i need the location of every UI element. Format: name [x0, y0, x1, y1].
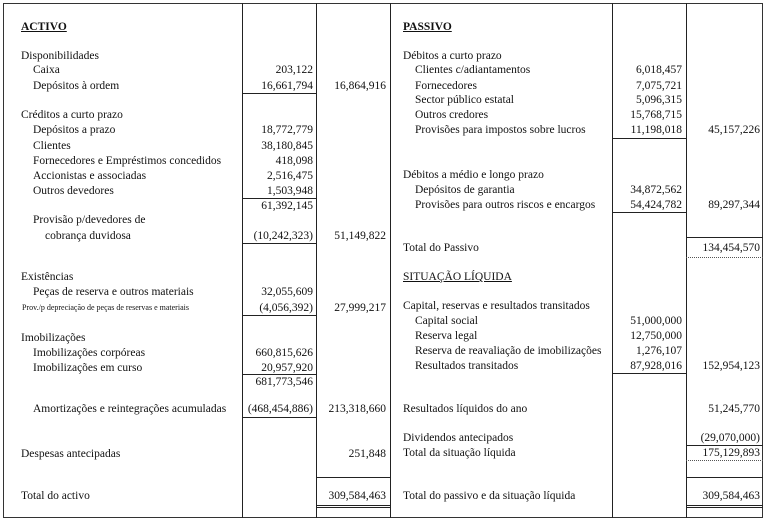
row-label: Provisões para impostos sobre lucros — [415, 124, 586, 136]
center-divider — [390, 3, 391, 518]
row-label: Prov./p depreciação de peças de reservas e materiais — [22, 303, 189, 312]
section-label: Débitos a médio e longo prazo — [403, 169, 544, 181]
row-label: Reserva legal — [415, 330, 478, 342]
section-label: Disponibilidades — [21, 50, 99, 62]
section-label: Despesas antecipadas — [21, 448, 121, 460]
row-total: 213,318,660 — [328, 403, 386, 415]
row-value: 54,424,782 — [630, 199, 682, 211]
row-value: 203,122 — [275, 64, 313, 76]
row-label: Amortizações e reintegrações acumuladas — [33, 403, 227, 415]
total-label: Total do activo — [21, 490, 90, 502]
row-value: 1,503,948 — [267, 185, 313, 197]
section-label: Créditos a curto prazo — [21, 109, 123, 121]
rule — [242, 315, 316, 316]
grand-total-value: 309,584,463 — [702, 490, 760, 502]
row-value: (4,056,392) — [259, 302, 313, 314]
row-label: Depósitos à ordem — [33, 80, 120, 92]
subtotal-value: 61,392,145 — [261, 200, 313, 212]
row-value: 20,957,920 — [261, 362, 313, 374]
grand-total-label: Total do passivo e da situação líquida — [403, 490, 576, 502]
row-label: Imobilizações corpóreas — [33, 347, 146, 359]
row-value: 2,516,475 — [267, 170, 313, 182]
row-value: 12,750,000 — [630, 330, 682, 342]
row-value: 1,276,107 — [636, 345, 682, 357]
row-label: Depósitos de garantia — [415, 184, 515, 196]
row-value: (468,454,886) — [247, 403, 313, 415]
row-label: Provisões para outros riscos e encargos — [415, 199, 596, 211]
rule — [686, 460, 763, 461]
row-label: Fornecedores e Empréstimos concedidos — [33, 155, 222, 167]
row-label: Reserva de reavaliação de imobilizações — [415, 345, 602, 357]
row-label: Fornecedores — [415, 80, 477, 92]
total-label: Total do Passivo — [403, 242, 479, 254]
row-label: Clientes c/adiantamentos — [415, 64, 531, 76]
row-label: Resultados líquidos do ano — [403, 403, 528, 415]
row-label: Sector público estatal — [415, 94, 514, 106]
row-value: 51,000,000 — [630, 315, 682, 327]
passivo-heading: PASSIVO — [403, 21, 452, 33]
row-label: cobrança duvidosa — [45, 230, 131, 242]
total-label: Total da situação líquida — [403, 447, 516, 459]
rule — [316, 477, 390, 478]
row-total: 16,864,916 — [334, 80, 386, 92]
row-total: 251,848 — [348, 448, 386, 460]
activo-heading: ACTIVO — [21, 21, 67, 33]
row-total: 51,149,822 — [334, 230, 386, 242]
rule — [242, 93, 316, 94]
row-label: Imobilizações em curso — [33, 362, 143, 374]
row-value: 34,872,562 — [630, 184, 682, 196]
row-value: 87,928,016 — [630, 360, 682, 372]
row-value: 38,180,845 — [261, 140, 313, 152]
row-label: Caixa — [33, 64, 60, 76]
row-total: 152,954,123 — [702, 360, 760, 372]
row-value: 11,198,018 — [630, 124, 682, 136]
column-divider — [242, 3, 243, 518]
section-label: Débitos a curto prazo — [403, 50, 502, 62]
row-value: (10,242,323) — [253, 230, 313, 242]
rule — [612, 373, 686, 374]
row-value: 32,055,609 — [261, 286, 313, 298]
row-label: Capital social — [415, 315, 478, 327]
section-label: Capital, reservas e resultados transitados — [403, 300, 590, 312]
row-label: Resultados transitados — [415, 360, 519, 372]
total-value: 309,584,463 — [328, 490, 386, 502]
row-total: 27,999,217 — [334, 302, 386, 314]
row-value: 660,815,626 — [255, 347, 313, 359]
row-label: Outros devedores — [33, 185, 114, 197]
section-label: Imobilizações — [21, 332, 86, 344]
row-label: Outros credores — [415, 109, 489, 121]
column-divider — [316, 3, 317, 518]
row-label: Clientes — [33, 140, 71, 152]
row-label: Accionistas e associadas — [33, 170, 147, 182]
row-value: 16,661,794 — [261, 80, 313, 92]
total-value: 134,454,570 — [702, 242, 760, 254]
row-value: 6,018,457 — [636, 64, 682, 76]
rule — [612, 212, 686, 213]
row-label: Provisão p/devedores de — [33, 214, 146, 226]
subtotal-value: 681,773,546 — [255, 376, 313, 388]
double-rule — [686, 505, 763, 508]
section-label: Existências — [21, 271, 74, 283]
row-value: 7,075,721 — [636, 80, 682, 92]
double-rule — [316, 505, 390, 508]
row-total: 89,297,344 — [708, 199, 760, 211]
row-total: 45,157,226 — [708, 124, 760, 136]
row-value: 15,768,715 — [630, 109, 682, 121]
situacao-heading: SITUAÇÃO LÍQUIDA — [403, 271, 512, 283]
row-label: Peças de reserva e outros materiais — [33, 286, 194, 298]
rule — [242, 243, 316, 244]
rule — [686, 477, 763, 478]
row-value: 418,098 — [275, 155, 313, 167]
row-value: 5,096,315 — [636, 94, 682, 106]
column-divider — [686, 3, 687, 518]
column-divider — [612, 3, 613, 518]
row-total: 51,245,770 — [708, 403, 760, 415]
rule — [242, 417, 316, 418]
rule — [612, 138, 686, 139]
total-value: 175,129,893 — [702, 447, 760, 459]
row-label: Depósitos a prazo — [33, 124, 116, 136]
rule — [686, 237, 763, 238]
rule — [686, 257, 763, 258]
row-total: (29,070,000) — [700, 432, 760, 444]
row-value: 18,772,779 — [261, 124, 313, 136]
row-label: Dividendos antecipados — [403, 432, 514, 444]
